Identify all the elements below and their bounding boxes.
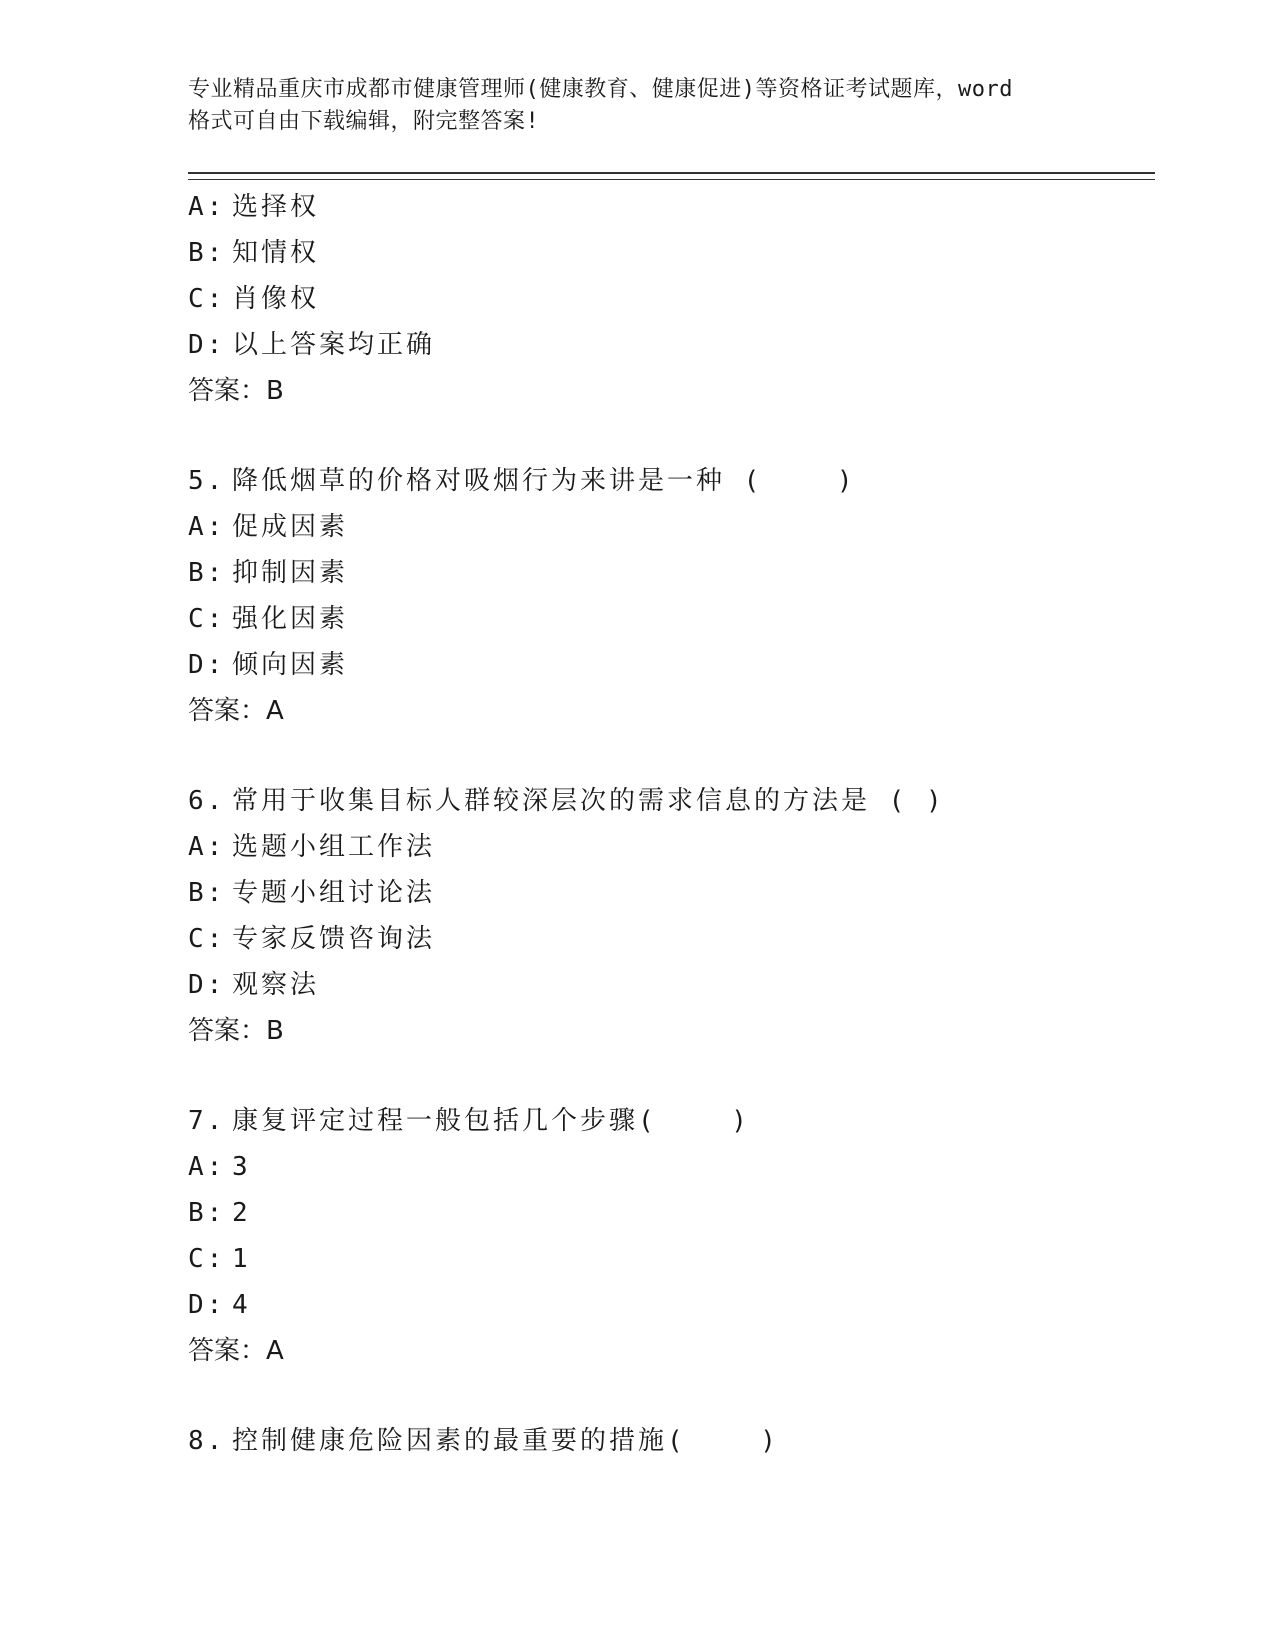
- option-letter: A:: [188, 512, 226, 542]
- option-letter: C:: [188, 284, 226, 314]
- option-letter: A:: [188, 832, 226, 862]
- question-7: [188, 1098, 1155, 1374]
- question-stem: [188, 1418, 1155, 1464]
- question-8: [188, 1418, 1155, 1464]
- option-c: [188, 596, 1155, 642]
- question-6: [188, 778, 1155, 1054]
- option-b: [188, 1190, 1155, 1236]
- option-c: [188, 916, 1155, 962]
- question-stem: [188, 778, 1155, 824]
- question-text: 控制健康危险因素的最重要的措施( ): [232, 1426, 779, 1456]
- option-b: [188, 550, 1155, 596]
- option-letter: A:: [188, 192, 226, 222]
- answer: 答案：A: [188, 696, 284, 726]
- question-number: 6.: [188, 786, 226, 816]
- option-text: 促成因素: [232, 512, 349, 542]
- option-b: [188, 230, 1155, 276]
- document-header: [188, 74, 1088, 138]
- option-letter: D:: [188, 1290, 226, 1320]
- option-letter: A:: [188, 1152, 226, 1182]
- question-number: 7.: [188, 1106, 226, 1136]
- option-a: [188, 504, 1155, 550]
- option-letter: D:: [188, 650, 226, 680]
- option-letter: C:: [188, 924, 226, 954]
- option-letter: B:: [188, 878, 226, 908]
- document-page: [188, 74, 1155, 1464]
- answer: 答案：B: [188, 376, 284, 406]
- option-a: [188, 1144, 1155, 1190]
- option-d: [188, 962, 1155, 1008]
- option-text: 知情权: [232, 238, 320, 268]
- header-line-1: 专业精品重庆市成都市健康管理师(健康教育、健康促进)等资格证考试题库，word: [188, 77, 1013, 102]
- option-text: 4: [232, 1290, 251, 1320]
- option-letter: D:: [188, 330, 226, 360]
- question-number: 5.: [188, 466, 226, 496]
- option-a: [188, 184, 1155, 230]
- question-stem: [188, 1098, 1155, 1144]
- option-text: 专题小组讨论法: [232, 878, 436, 908]
- question-5: [188, 458, 1155, 734]
- option-a: [188, 824, 1155, 870]
- option-text: 专家反馈咨询法: [232, 924, 436, 954]
- option-text: 强化因素: [232, 604, 349, 634]
- option-text: 选择权: [232, 192, 320, 222]
- option-text: 以上答案均正确: [232, 330, 436, 360]
- question-text: 常用于收集目标人群较深层次的需求信息的方法是 ( ): [232, 786, 945, 816]
- option-c: [188, 1236, 1155, 1282]
- option-letter: B:: [188, 1198, 226, 1228]
- header-line-2: 格式可自由下载编辑，附完整答案!: [188, 109, 540, 134]
- option-letter: B:: [188, 558, 226, 588]
- option-text: 观察法: [232, 970, 320, 1000]
- answer: 答案：A: [188, 1336, 284, 1366]
- option-letter: C:: [188, 1244, 226, 1274]
- question-list: [188, 184, 1155, 1464]
- question-text: 康复评定过程一般包括几个步骤( ): [232, 1106, 750, 1136]
- question-text: 降低烟草的价格对吸烟行为来讲是一种 ( ): [232, 466, 856, 496]
- answer: 答案：B: [188, 1016, 284, 1046]
- question-stem: [188, 458, 1155, 504]
- option-letter: B:: [188, 238, 226, 268]
- option-letter: C:: [188, 604, 226, 634]
- option-c: [188, 276, 1155, 322]
- question-number: 8.: [188, 1426, 226, 1456]
- option-d: [188, 642, 1155, 688]
- option-text: 1: [232, 1244, 251, 1274]
- option-text: 2: [232, 1198, 251, 1228]
- option-text: 抑制因素: [232, 558, 349, 588]
- option-b: [188, 870, 1155, 916]
- header-divider: [188, 172, 1155, 180]
- question-4: [188, 184, 1155, 414]
- option-text: 倾向因素: [232, 650, 349, 680]
- option-letter: D:: [188, 970, 226, 1000]
- option-text: 选题小组工作法: [232, 832, 436, 862]
- option-d: [188, 322, 1155, 368]
- option-text: 肖像权: [232, 284, 320, 314]
- option-text: 3: [232, 1152, 251, 1182]
- option-d: [188, 1282, 1155, 1328]
